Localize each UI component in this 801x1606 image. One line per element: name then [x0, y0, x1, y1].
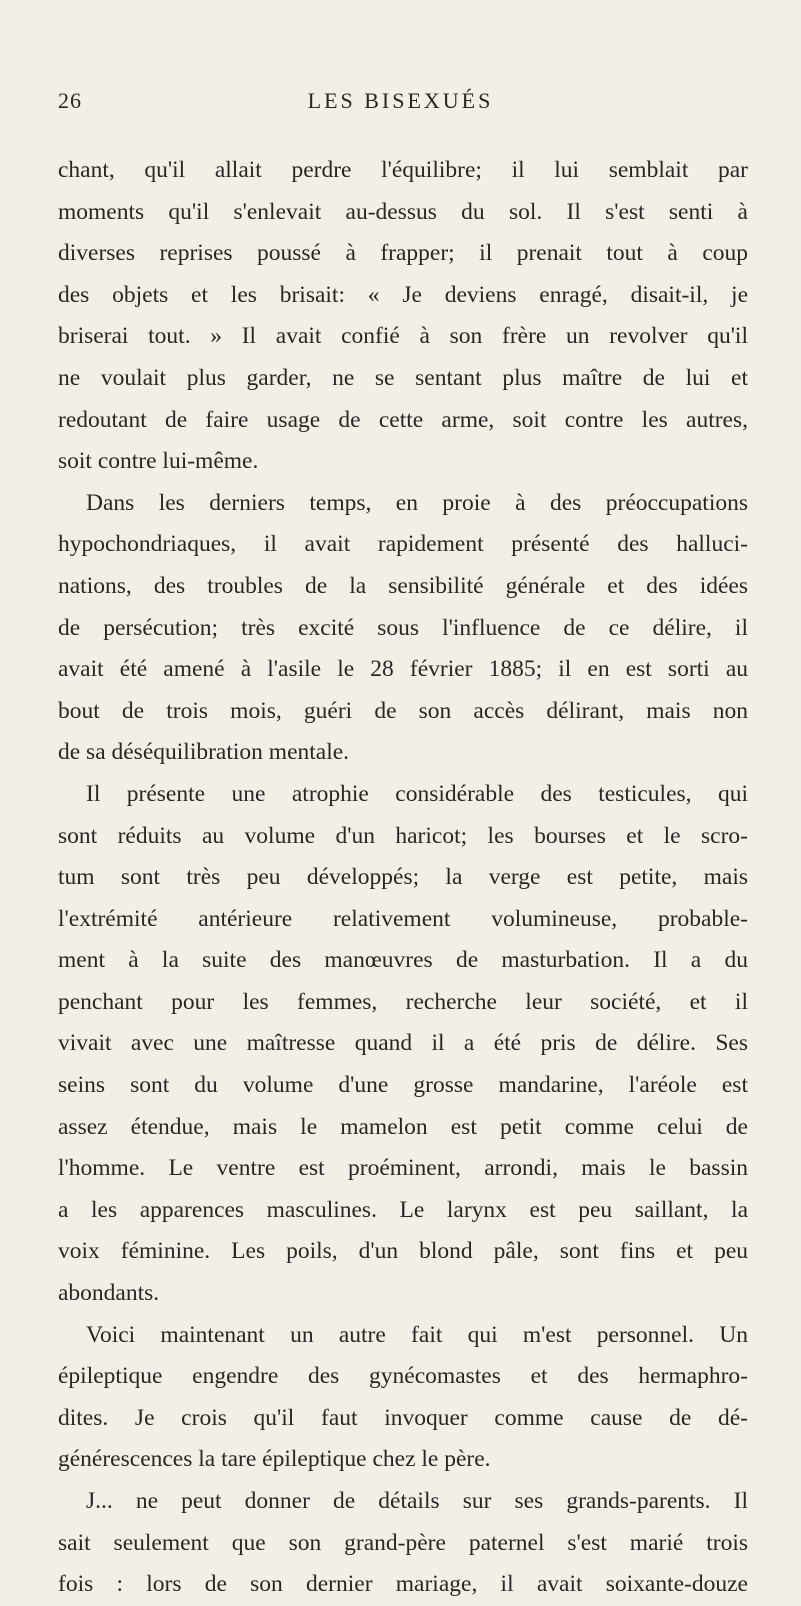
text-line: briserai tout. » Il avait confié à son frère un revolver qu'il: [58, 323, 748, 350]
text-line: ne voulait plus garder, ne se sentant plus maître de lui et: [58, 364, 748, 391]
text-line: générescences la tare épileptique chez le père.: [58, 1446, 491, 1473]
text-line: l'extrémité antérieure relativement volumineuse, probable-: [58, 905, 748, 932]
text-line: a les apparences masculines. Le larynx est peu saillant, la: [58, 1196, 748, 1223]
text-line: dites. Je crois qu'il faut invoquer comme cause de dé-: [58, 1404, 748, 1431]
text-line: nations, des troubles de la sensibilité générale et des idées: [58, 572, 748, 599]
text-line: moments qu'il s'enlevait au-dessus du sol. Il s'est senti à: [58, 198, 748, 225]
text-line: de persécution; très excité sous l'influence de ce délire, il: [58, 614, 748, 641]
text-line: sait seulement que son grand-père paternel s'est marié trois: [58, 1529, 748, 1556]
text-line: avait été amené à l'asile le 28 février 1885; il en est sorti au: [58, 656, 748, 683]
text-line: ment à la suite des manœuvres de masturbation. Il a du: [58, 947, 748, 974]
text-line: diverses reprises poussé à frapper; il prenait tout à coup: [58, 240, 748, 267]
body-text: [58, 150, 748, 1606]
text-line: bout de trois mois, guéri de son accès délirant, mais non: [58, 697, 748, 724]
text-line: penchant pour les femmes, recherche leur société, et il: [58, 988, 748, 1015]
text-line: J... ne peut donner de détails sur ses grands-parents. Il: [86, 1488, 748, 1514]
text-line: épileptique engendre des gynécomastes et des hermaphro-: [58, 1363, 748, 1390]
text-line: de sa déséquilibration mentale.: [58, 739, 350, 766]
text-line: fois : lors de son dernier mariage, il avait soixante-douze: [58, 1571, 748, 1598]
page-number: 26: [58, 88, 82, 113]
text-line: Il présente une atrophie considérable des testicules, qui: [86, 780, 748, 807]
text-line: vivait avec une maîtresse quand il a été pris de délire. Ses: [58, 1030, 748, 1057]
text-line: des objets et les brisait: « Je deviens enragé, disait-il, je: [58, 281, 748, 308]
running-title: LES BISEXUÉS: [307, 88, 494, 113]
text-line: seins sont du volume d'une grosse mandarine, l'aréole est: [58, 1072, 748, 1099]
text-line: redoutant de faire usage de cette arme, soit contre les autres,: [58, 406, 748, 433]
text-line: assez étendue, mais le mamelon est petit comme celui de: [58, 1113, 748, 1140]
text-line: voix féminine. Les poils, d'un blond pâle, sont fins et peu: [58, 1238, 748, 1265]
text-line: l'homme. Le ventre est proéminent, arrondi, mais le bassin: [58, 1155, 748, 1182]
text-line: soit contre lui-même.: [58, 448, 259, 475]
text-line: hypochondriaques, il avait rapidement présenté des halluci-: [58, 531, 748, 558]
text-line: chant, qu'il allait perdre l'équilibre; il lui semblait par: [58, 157, 748, 183]
running-head: [0, 88, 801, 118]
text-line: Voici maintenant un autre fait qui m'est personnel. Un: [86, 1321, 748, 1348]
text-line: tum sont très peu développés; la verge est petite, mais: [58, 864, 748, 891]
text-line: Dans les derniers temps, en proie à des préoccupations: [86, 489, 748, 516]
text-line: abondants.: [58, 1280, 160, 1307]
text-line: sont réduits au volume d'un haricot; les bourses et le scro-: [58, 822, 748, 849]
